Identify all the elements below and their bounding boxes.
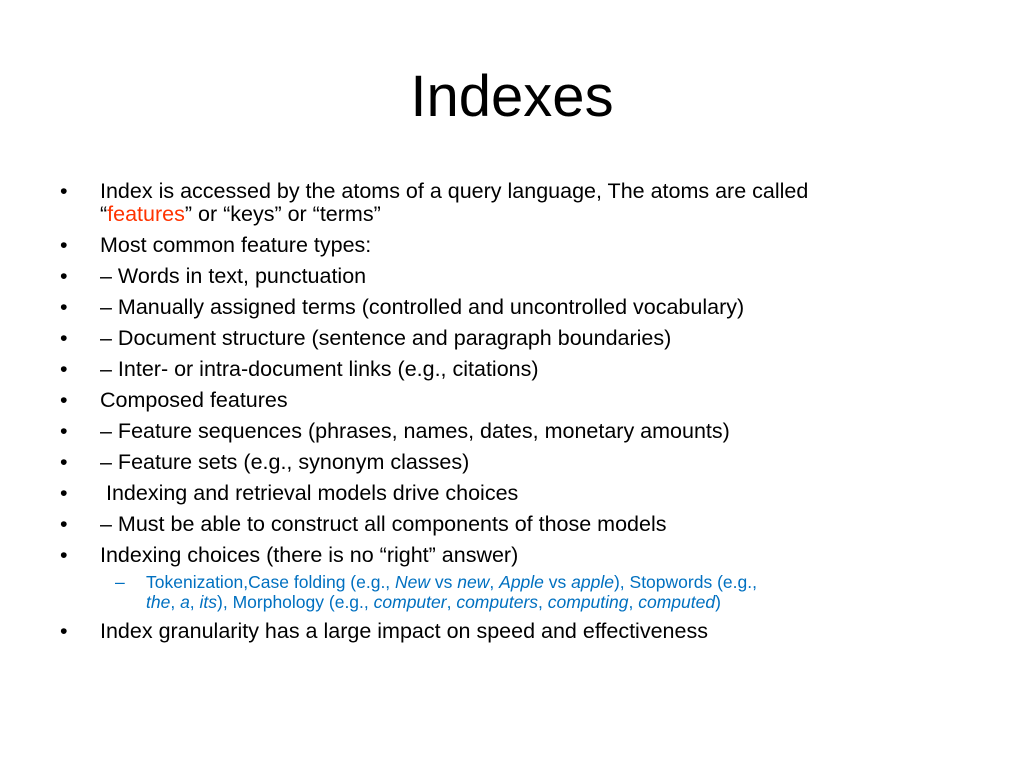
- example-word: computers: [456, 592, 539, 612]
- bullet-marker: •: [60, 619, 68, 643]
- bullet-text: – Must be able to construct all components of those models: [100, 512, 667, 536]
- sub-text-part: ,: [489, 572, 500, 592]
- bullet-document-links: [60, 358, 960, 381]
- example-word: apple: [571, 572, 614, 592]
- bullet-marker: •: [60, 179, 68, 203]
- bullet-text: – Manually assigned terms (controlled and uncontrolled vocabulary): [100, 295, 745, 319]
- bullet-marker: •: [60, 450, 68, 474]
- bullet-text: – Inter- or intra-document links (e.g., citations): [100, 357, 539, 381]
- sub-text-part: Tokenization,Case folding (e.g.,: [146, 572, 396, 592]
- bullet-feature-types: [60, 234, 960, 257]
- bullet-text: Most common feature types:: [100, 233, 372, 257]
- example-word: the: [146, 592, 171, 612]
- example-word: New: [395, 572, 431, 592]
- example-word: a: [180, 592, 190, 612]
- bullet-construct-components: [60, 513, 960, 536]
- bullet-marker: •: [60, 326, 68, 350]
- sub-text: [146, 572, 757, 612]
- bullet-words-in-text: [60, 265, 960, 288]
- sub-text-part: vs: [430, 572, 458, 592]
- sub-text-part: vs: [543, 572, 572, 592]
- example-word: its: [199, 592, 218, 612]
- bullet-marker: •: [60, 481, 68, 505]
- example-word: Apple: [499, 572, 544, 592]
- highlight-features: features: [107, 202, 185, 226]
- bullet-marker: •: [60, 543, 68, 567]
- example-word: computing: [547, 592, 629, 612]
- sub-text-part: ), Morphology (e.g.,: [217, 592, 374, 612]
- example-word: computed: [638, 592, 716, 612]
- sub-text-part: ,: [189, 592, 200, 612]
- bullet-feature-sets: [60, 451, 960, 474]
- bullet-models-drive-choices: [60, 482, 960, 505]
- bullet-text: Indexing choices (there is no “right” answer): [100, 543, 519, 567]
- sub-text-part: ): [715, 592, 721, 612]
- bullet-index-granularity: [60, 620, 960, 643]
- bullet-marker: •: [60, 419, 68, 443]
- bullet-marker: •: [60, 264, 68, 288]
- bullet-text: – Words in text, punctuation: [100, 264, 367, 288]
- bullet-text-rest: ” or “keys” or “terms”: [184, 202, 381, 226]
- example-word: computer: [373, 592, 447, 612]
- sub-bullet-marker: –: [115, 572, 125, 592]
- bullet-text: – Document structure (sentence and paragraph boundaries): [100, 326, 672, 350]
- bullet-text: Indexing and retrieval models drive choices: [100, 481, 519, 505]
- sub-text-part: ,: [538, 592, 548, 612]
- sub-bullet-tokenization: [60, 572, 960, 612]
- bullet-index-atoms: [60, 180, 960, 226]
- bullet-marker: •: [60, 233, 68, 257]
- bullet-text: – Feature sequences (phrases, names, dates, monetary amounts): [100, 419, 730, 443]
- bullet-marker: •: [60, 388, 68, 412]
- slide-title: Indexes: [410, 64, 614, 129]
- bullet-text: Index granularity has a large impact on speed and effectiveness: [100, 619, 708, 643]
- bullet-list: [60, 180, 960, 651]
- bullet-marker: •: [60, 357, 68, 381]
- bullet-composed-features: [60, 389, 960, 412]
- bullet-indexing-choices: [60, 544, 960, 567]
- open-quote: “: [100, 202, 108, 226]
- sub-text-part: ), Stopwords (e.g.,: [613, 572, 757, 592]
- bullet-manual-terms: [60, 296, 960, 319]
- sub-text-part: ,: [170, 592, 181, 612]
- bullet-text: Index is accessed by the atoms of a query language, The atoms are called: [100, 179, 809, 203]
- bullet-marker: •: [60, 295, 68, 319]
- bullet-marker: •: [60, 512, 68, 536]
- example-word: new: [457, 572, 490, 592]
- bullet-document-structure: [60, 327, 960, 350]
- bullet-text: – Feature sets (e.g., synonym classes): [100, 450, 470, 474]
- bullet-text: Composed features: [100, 388, 288, 412]
- bullet-feature-sequences: [60, 420, 960, 443]
- sub-text-part: ,: [628, 592, 639, 612]
- sub-text-part: ,: [446, 592, 457, 612]
